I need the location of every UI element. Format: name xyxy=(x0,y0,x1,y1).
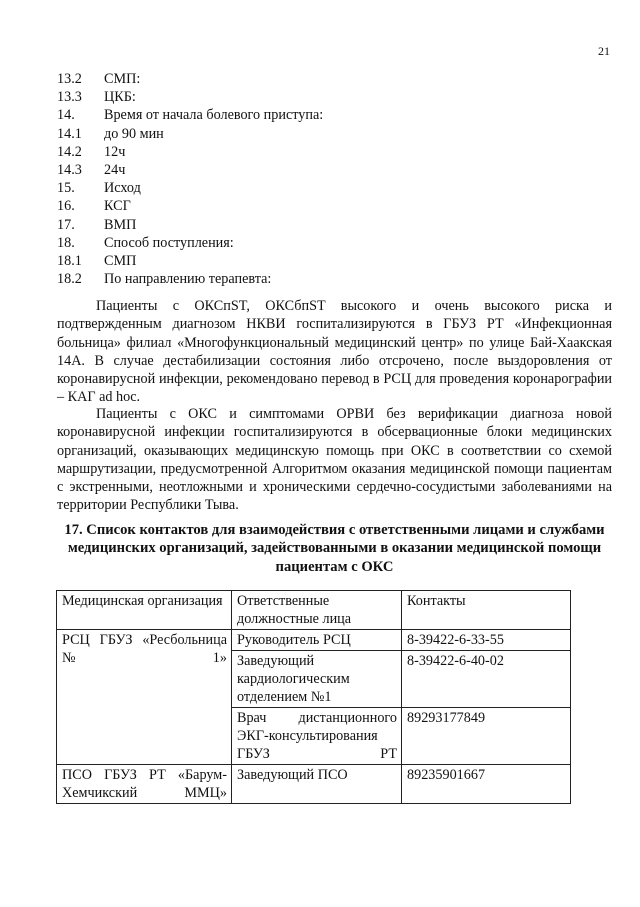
list-item xyxy=(57,88,597,106)
header-organization: Медицинская организация xyxy=(57,591,232,630)
role-cell: Руководитель РСЦ xyxy=(232,630,402,651)
list-item-number: 18.1 xyxy=(57,253,82,270)
list-item xyxy=(57,197,597,215)
list-item xyxy=(57,270,597,288)
list-item-text: СМП xyxy=(104,253,137,270)
table-row xyxy=(57,630,571,651)
organization-name: ПСО ГБУЗ РТ «Барум-Хемчикский ММЦ» xyxy=(62,767,227,801)
list-item-text: КСГ xyxy=(104,198,131,215)
list-item-text: ЦКБ: xyxy=(104,89,136,106)
list-item xyxy=(57,234,597,252)
list-item-text: Время от начала болевого приступа: xyxy=(104,107,324,124)
list-item-number: 15. xyxy=(57,180,75,197)
list-item-number: 14. xyxy=(57,107,75,124)
organization-cell xyxy=(57,630,232,765)
list-item xyxy=(57,216,597,234)
table-header-row xyxy=(57,591,571,630)
contact-cell: 89235901667 xyxy=(402,765,571,804)
list-item-number: 18. xyxy=(57,234,75,251)
section-title: 17. Список контактов для взаимодействия с ответственными лицами и службами медицинских организаций, задействованными в оказании медицинской помощи пациентам с ОКС xyxy=(64,522,605,575)
role-text: Врач дистанционного ЭКГ-консультирования ГБУЗ РТ xyxy=(237,710,397,762)
organization-cell xyxy=(57,765,232,804)
list-item-text: ВМП xyxy=(104,216,137,233)
numbered-list xyxy=(57,70,597,288)
table-row xyxy=(57,765,571,804)
list-item-number: 14.1 xyxy=(57,125,82,142)
list-item-text: 12ч xyxy=(104,143,126,160)
role-cell: Заведующий кардиологическим отделением №1 xyxy=(232,651,402,708)
list-item-text: Исход xyxy=(104,180,141,197)
list-item xyxy=(57,70,597,88)
list-item-text: 24ч xyxy=(104,162,126,179)
header-responsible: Ответственные должностные лица xyxy=(232,591,402,630)
list-item-text: до 90 мин xyxy=(104,125,164,142)
list-item-text: По направлению терапевта: xyxy=(104,271,272,288)
contact-cell: 89293177849 xyxy=(402,708,571,765)
list-item-text: СМП: xyxy=(104,71,141,87)
role-cell xyxy=(232,708,402,765)
paragraph-covid-acs: Пациенты с ОКСпST, ОКСбпST высокого и очень высокого риска и подтвержденным диагнозом НКВИ госпитализируются в ГБУЗ РТ «Инфекционная больница» филиал «Многофункциональный медицинский центр» по улице Бай-Хаакская 14А. В случае дестабилизации состояния либо отсрочено, после выздоровления от коронавирусной инфекции, рекомендовано перевод в РСЦ для проведения коронарографии – КАГ ad hoc. xyxy=(57,298,612,406)
header-contacts: Контакты xyxy=(402,591,571,630)
contacts-table xyxy=(56,590,571,804)
paragraph-arvi-acs: Пациенты с ОКС и симптомами ОРВИ без верификации диагноза новой коронавирусной инфекции госпитализируются в обсервационные блоки медицинских организаций, оказывающих медицинскую помощь при ОКС в соответствии со схемой маршрутизации, предусмотренной Алгоритмом оказания медицинской помощи пациентам с экстренными, неотложными и хроническими сердечно-сосудистыми заболеваниями на территории Республики Тыва. xyxy=(57,406,612,514)
list-item-number: 17. xyxy=(57,216,75,233)
list-item-number: 14.2 xyxy=(57,143,82,160)
list-item-text: Способ поступления: xyxy=(104,234,234,251)
contact-cell: 8-39422-6-40-02 xyxy=(402,651,571,708)
role-cell: Заведующий ПСО xyxy=(232,765,402,804)
list-item xyxy=(57,161,597,179)
list-item xyxy=(57,179,597,197)
contact-cell: 8-39422-6-33-55 xyxy=(402,630,571,651)
list-item-number: 16. xyxy=(57,198,75,215)
list-item xyxy=(57,143,597,161)
list-item xyxy=(57,252,597,270)
list-item-number: 18.2 xyxy=(57,271,82,288)
page-number: 21 xyxy=(598,44,610,58)
list-item-number: 13.3 xyxy=(57,89,82,106)
list-item xyxy=(57,106,597,124)
list-item-number: 13.2 xyxy=(57,71,82,87)
list-item-number: 14.3 xyxy=(57,162,82,179)
organization-name: РСЦ ГБУЗ «Ресбольница № 1» xyxy=(62,632,227,666)
list-item xyxy=(57,125,597,143)
